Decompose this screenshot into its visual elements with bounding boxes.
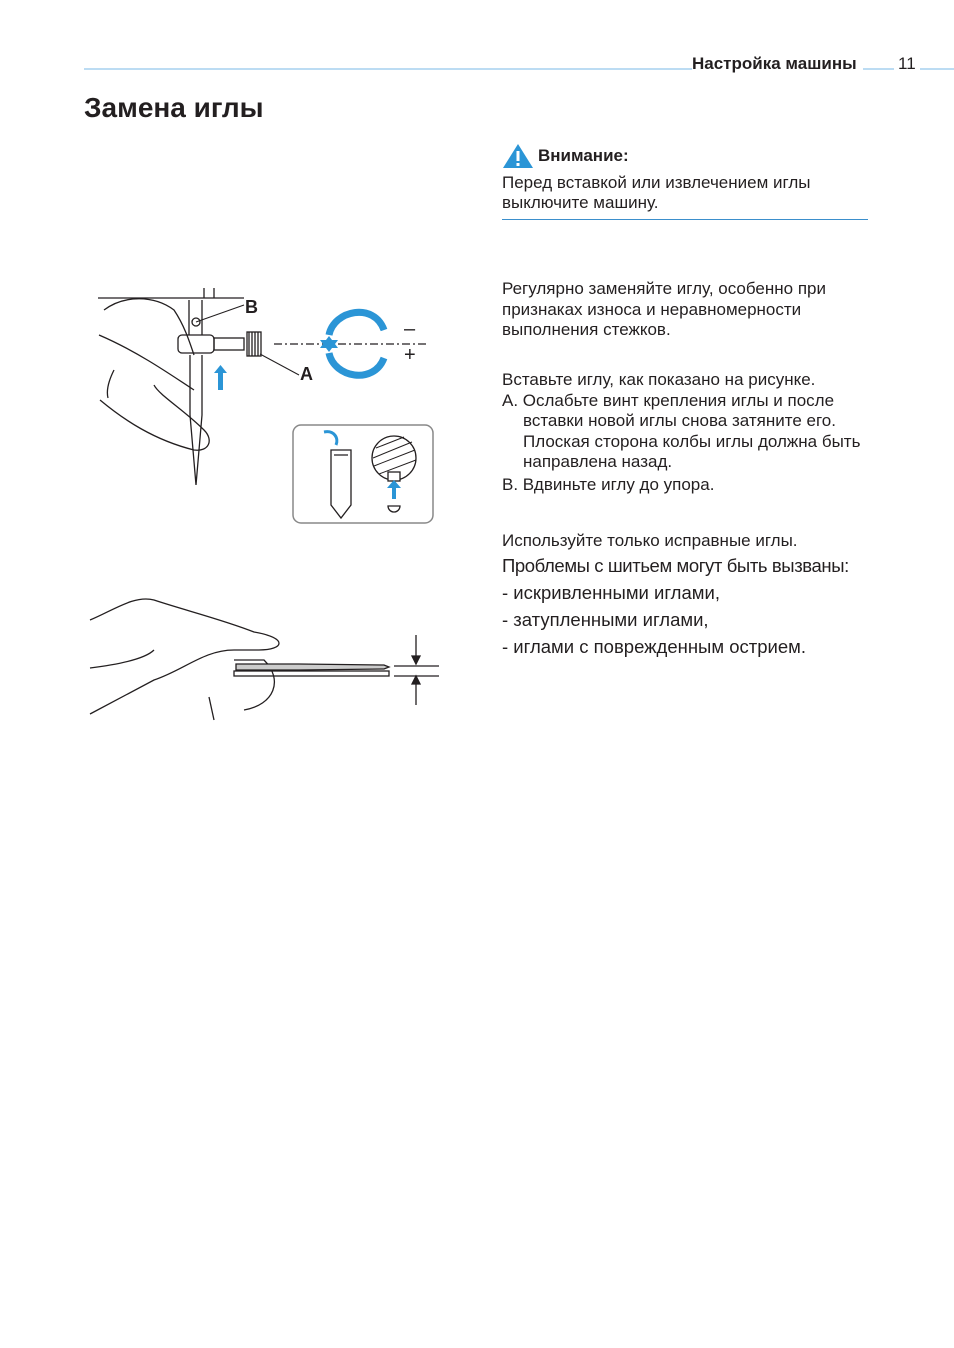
step-a: A. Ослабьте винт крепления иглы и после вставки новой иглы снова затяните его. Плоская сторона колбы иглы должна быть направлена назад. <box>502 390 861 471</box>
warning-heading: Внимание: <box>538 146 629 165</box>
step-b: B. Вдвиньте иглу до упора. <box>502 474 715 494</box>
warning-box <box>502 143 868 220</box>
warning-triangle-icon <box>502 143 534 169</box>
needle-check-illustration <box>84 590 444 730</box>
running-header: Настройка машины <box>692 54 863 74</box>
usage-item: - искривленными иглами, <box>502 581 720 603</box>
insert-intro: Вставьте иглу, как показано на рисунке. <box>502 370 816 389</box>
usage-item: - иглами с поврежденным острием. <box>502 635 806 657</box>
usage-line2: Проблемы с шитьем могут быть вызваны: <box>502 554 849 576</box>
minus-sign: – <box>404 318 416 340</box>
page-number: 11 <box>894 54 920 74</box>
plus-sign: + <box>404 344 416 366</box>
usage-item: - затупленными иглами, <box>502 608 709 630</box>
insert-instructions <box>502 370 872 495</box>
usage-line1: Используйте только исправные иглы. <box>502 531 798 550</box>
usage-section <box>502 531 882 660</box>
warning-text: Перед вставкой или извлечением иглы выключите машину. <box>502 173 868 220</box>
label-a: A <box>300 364 313 384</box>
label-b: B <box>245 297 258 317</box>
paragraph-replace: Регулярно заменяйте иглу, особенно при признаках износа и неравномерности выполнения стежков. <box>502 279 826 339</box>
needle-insertion-illustration <box>84 280 444 530</box>
page-title: Замена иглы <box>84 92 264 123</box>
